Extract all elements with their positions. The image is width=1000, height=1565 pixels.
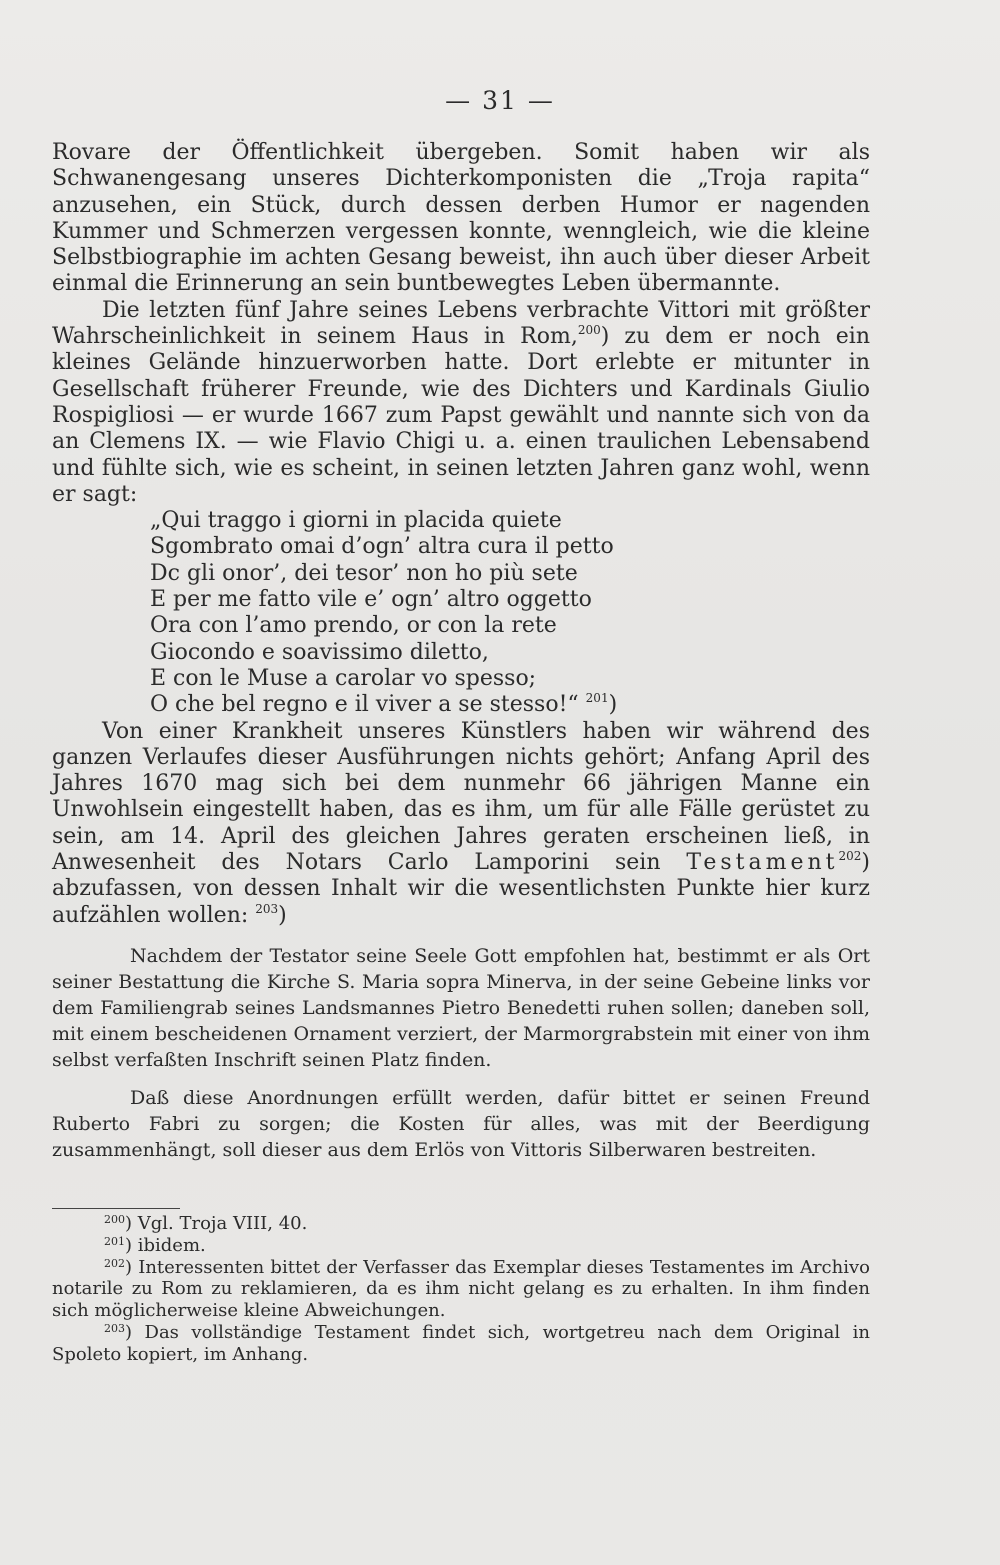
emphasized-word: Testament (686, 850, 839, 876)
verse-quote (52, 508, 870, 718)
footnote: $^{200}$) Vgl. Troja VIII, 40. (104, 1213, 308, 1234)
paragraph-2-text-a: Die letzten fünf Jahre seines Lebens verbrachte Vittori mit größter Wahrscheinlichkeit in seinem Haus in Rom, (52, 297, 870, 350)
verse-line: E con le Muse a carolar vo spesso; (150, 665, 537, 691)
footnote-ref-202: 202 (838, 849, 862, 864)
paragraph-2-text-b: ) zu dem er noch ein kleines Gelände hinzuerworben hatte. Dort erlebte er mitunter in Gesellschaft früherer Freunde, wie des Dichters und Kardinals Giulio Rospigliosi — er wurde 1667 zum Papst gewählt und nannte sich von da an Clemens IX. — wie Flavio Chigi u. a. einen traulichen Lebensabend und fühlte sich, wie es scheint, in seinen letzten Jahren ganz wohl, wenn er sagt: (52, 324, 871, 507)
testament-paragraph-1: Nachdem der Testator seine Seele Gott empfohlen hat, bestimmt er als Ort seiner Bestattung die Kirche S. Maria sopra Minerva, in der seine Gebeine links vor dem Familiengrab seines Landsmannes Pietro Benedetti ruhen sollen; daneben soll, mit einem bescheidenen Ornament verziert, der Marmorgrabstein mit einer von ihm selbst verfaßten Inschrift seinen Platz finden. (52, 944, 870, 1071)
verse-line: Ora con l’amo prendo, or con la rete (150, 613, 557, 639)
testament-paragraph-2: Daß diese Anordnungen erfüllt werden, dafür bittet er seinen Freund Ruberto Fabri zu sorgen; die Kosten für alles, was mit der Beerdigung zusammenhängt, soll dieser aus dem Erlös von Vittoris Silberwaren bestreiten. (52, 1086, 870, 1161)
footnote-ref-200: 200 (577, 323, 601, 338)
testament-summary (52, 943, 870, 1163)
verse-line: Sgombrato omai d’ogn’ altra cura il petto (150, 534, 614, 560)
footnote-ref-203: 203 (255, 901, 279, 916)
footnote-divider (52, 1208, 180, 1209)
page-number: — 31 — (445, 86, 555, 115)
verse-line: Giocondo e soavissimo diletto, (150, 639, 489, 665)
verse-line: O che bel regno e il viver a se stesso!“ $^{201}$) (150, 691, 618, 718)
footnote: $^{203}$) Das vollständige Testament findet sich, wortgetreu nach dem Original in Spoleto kopiert, im Anhang. (52, 1321, 870, 1365)
footnote-ref-201: 201 (585, 691, 609, 706)
verse-line: „Qui traggo i giorni in placida quiete (150, 508, 562, 534)
main-text (52, 140, 870, 1175)
verse-line: Dc gli onor’, dei tesor’ non ho più sete (150, 560, 578, 586)
footnote: $^{201}$) ibidem. (104, 1234, 206, 1256)
footnotes (52, 1208, 870, 1366)
verse-line: E per me fatto vile e’ ogn’ altro oggetto (150, 587, 592, 613)
paragraph-2 (52, 298, 870, 508)
paragraph-3: Von einer Krankheit unseres Künstlers haben wir während des ganzen Verlaufes dieser Ausführungen nichts gehört; Anfang April des Jahres 1670 mag sich bei dem nunmehr 66 jährigen Manne ein Unwohlsein eingestellt haben, das es ihm, um für alle Fälle gerüstet zu sein, am 14. April des gleichen Jahres geraten erscheinen ließ, in Anwesenheit des Notars Carlo Lamporini sein Testament$^{202}$) abzufassen, von dessen Inhalt wir die wesentlichsten Punkte hier kurz aufzählen wollen: $^{203}$) (52, 718, 870, 928)
paragraph-1: Rovare der Öffentlichkeit übergeben. Somit haben wir als Schwanengesang unseres Dichterkomponisten die „Troja rapita“ anzusehen, ein Stück, durch dessen derben Humor er nagenden Kummer und Schmerzen vergessen konnte, wenngleich, wie die kleine Selbstbiographie im achten Gesang beweist, ihn auch über dieser Arbeit einmal die Erinnerung an sein buntbewegtes Leben übermannte. (52, 140, 870, 297)
footnote: $^{202}$) Interessenten bittet der Verfasser das Exemplar dieses Testamentes im Archivo notarile zu Rom zu reklamieren, da es ihm nicht gelang es zu erhalten. In ihm finden sich möglicherweise kleine Abweichungen. (52, 1256, 870, 1322)
